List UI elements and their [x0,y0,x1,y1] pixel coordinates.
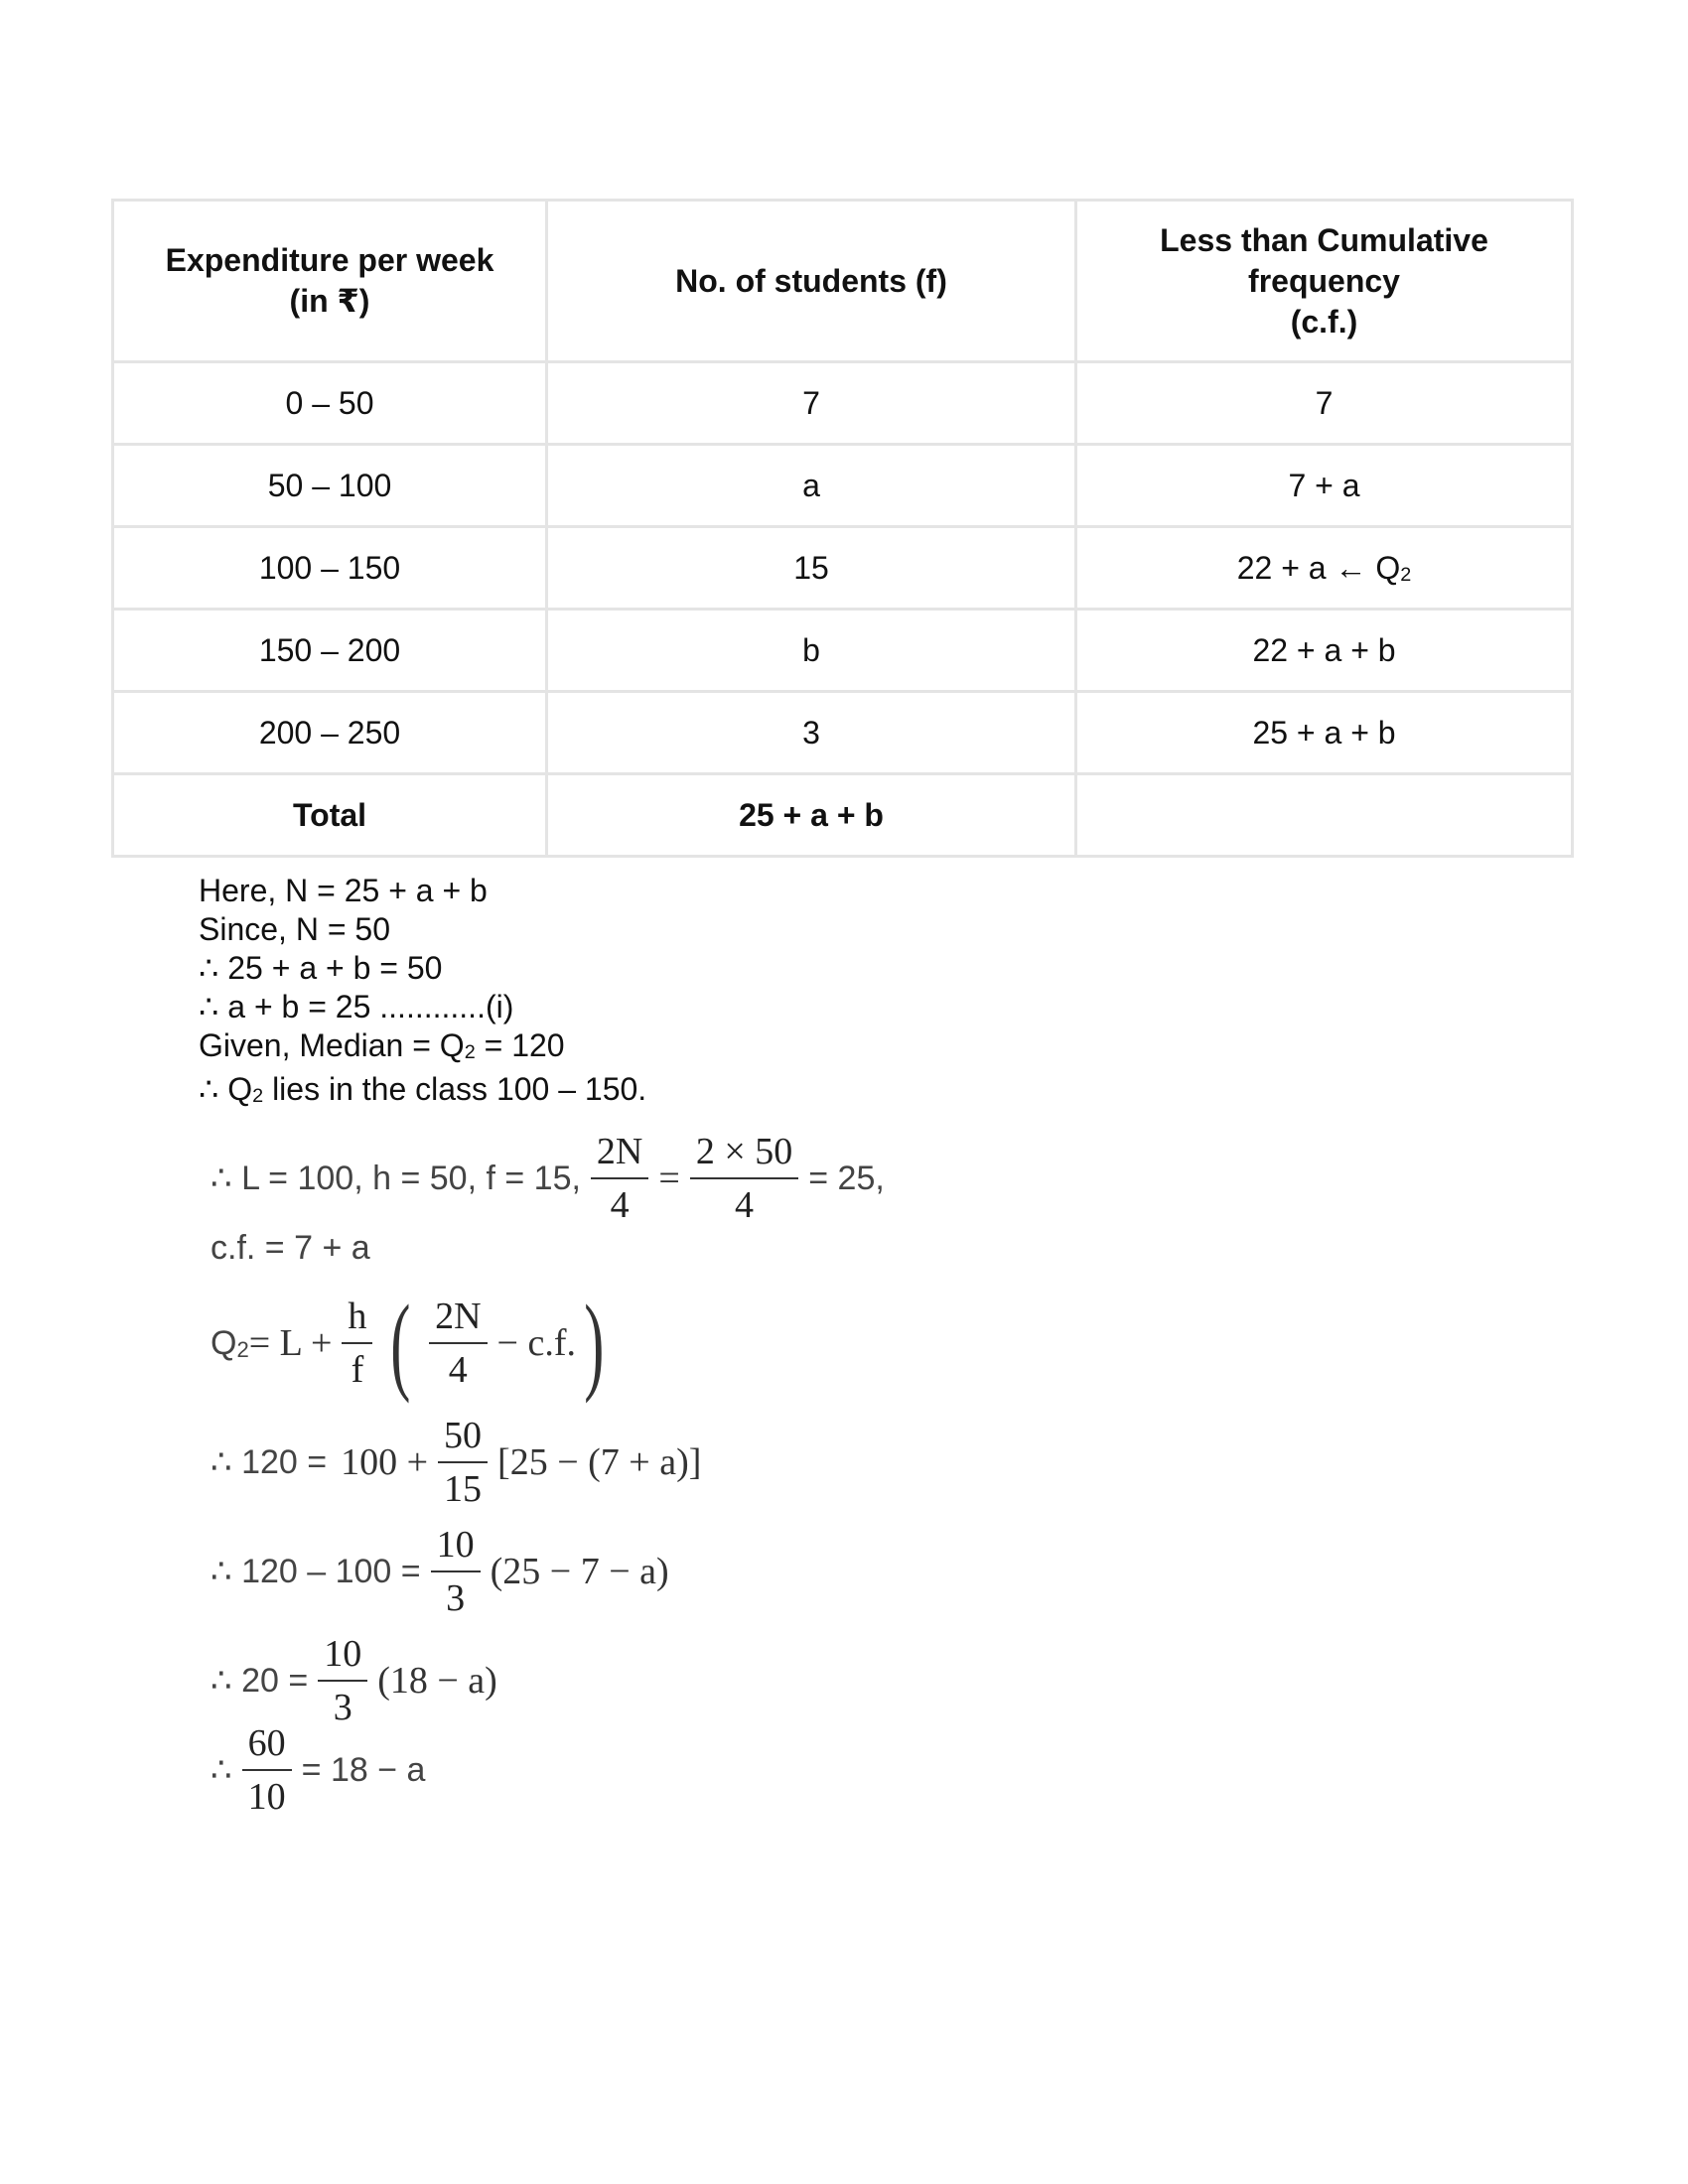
statement-line: ∴ a + b = 25 ............(i) [199,989,514,1024]
class-cell: 100 – 150 [113,527,547,610]
fraction: $\frac{2N}{4}$ [429,1297,487,1390]
statement-line: ∴ 25 + a + b = 50 [199,950,443,986]
table-header-row [113,201,1573,362]
statement-line: Here, N = 25 + a + b [199,873,488,908]
frequency-cell: 7 [547,362,1076,445]
equation-cf: c.f. = 7 + a [211,1229,370,1267]
total-frequency: 25 + a + b [547,774,1076,857]
equation-step-3: ∴ $\frac{60}{10}$ = 18 − a [211,1722,426,1818]
class-cell: 150 – 200 [113,610,547,692]
frequency-cell: a [547,445,1076,527]
fraction: $\frac{10}{3}$ [431,1525,481,1618]
table-row [113,610,1573,692]
header-cumulative-frequency: Less than Cumulative frequency (c.f.) [1076,201,1573,362]
table-total-row [113,774,1573,857]
statement-line: Given, Median = Q2 = 120 [199,1027,565,1064]
frequency-cell: 3 [547,692,1076,774]
equation-step-1: ∴ 120 – 100 = $\frac{10}{3}$ (25 − 7 − a) [211,1524,669,1619]
frequency-cell: 15 [547,527,1076,610]
class-cell: 200 – 250 [113,692,547,774]
equation-substitution: ∴ 120 = 100 + $\frac{50}{15}$ [25 − (7 + a)] [211,1415,702,1510]
frequency-cell: b [547,610,1076,692]
total-cf [1076,774,1573,857]
class-cell: 50 – 100 [113,445,547,527]
cf-cell: 22 + a + b [1076,610,1573,692]
table-row [113,362,1573,445]
header-expenditure: Expenditure per week (in ₹) [113,201,547,362]
table-row [113,445,1573,527]
fraction: $\frac{2 \times 50}{4}$ [690,1132,798,1225]
fraction: $\frac{10}{3}$ [318,1634,367,1727]
fraction: $\frac{h}{f}$ [342,1297,372,1390]
fraction: $\frac{2N}{4}$ [591,1132,648,1225]
cf-cell: 25 + a + b [1076,692,1573,774]
equation-values: ∴ L = 100, h = 50, f = 15, $\frac{2N}{4}$ = $\frac{2 \times 50}{4}$ = 25, [211,1131,885,1226]
table-row [113,692,1573,774]
equation-step-2: ∴ 20 = $\frac{10}{3}$ (18 − a) [211,1633,497,1728]
cf-cell: 22 + a ← Q2 [1076,527,1573,610]
equation-median-formula: Q 2 = L + $\frac{h}{f}$ ( $\frac{2N}{4}$ − c.f. ) [211,1283,605,1404]
class-cell: 0 – 50 [113,362,547,445]
cf-cell: 7 [1076,362,1573,445]
header-students: No. of students (f) [547,201,1076,362]
fraction: $\frac{50}{15}$ [438,1416,488,1509]
table-row [113,527,1573,610]
cf-cell: 7 + a [1076,445,1573,527]
statement-line: ∴ Q2 lies in the class 100 – 150. [199,1071,647,1108]
fraction: $\frac{60}{10}$ [242,1723,292,1817]
statement-line: Since, N = 50 [199,911,390,947]
frequency-table [111,199,1574,858]
solution-statements [199,872,646,1114]
total-label: Total [113,774,547,857]
